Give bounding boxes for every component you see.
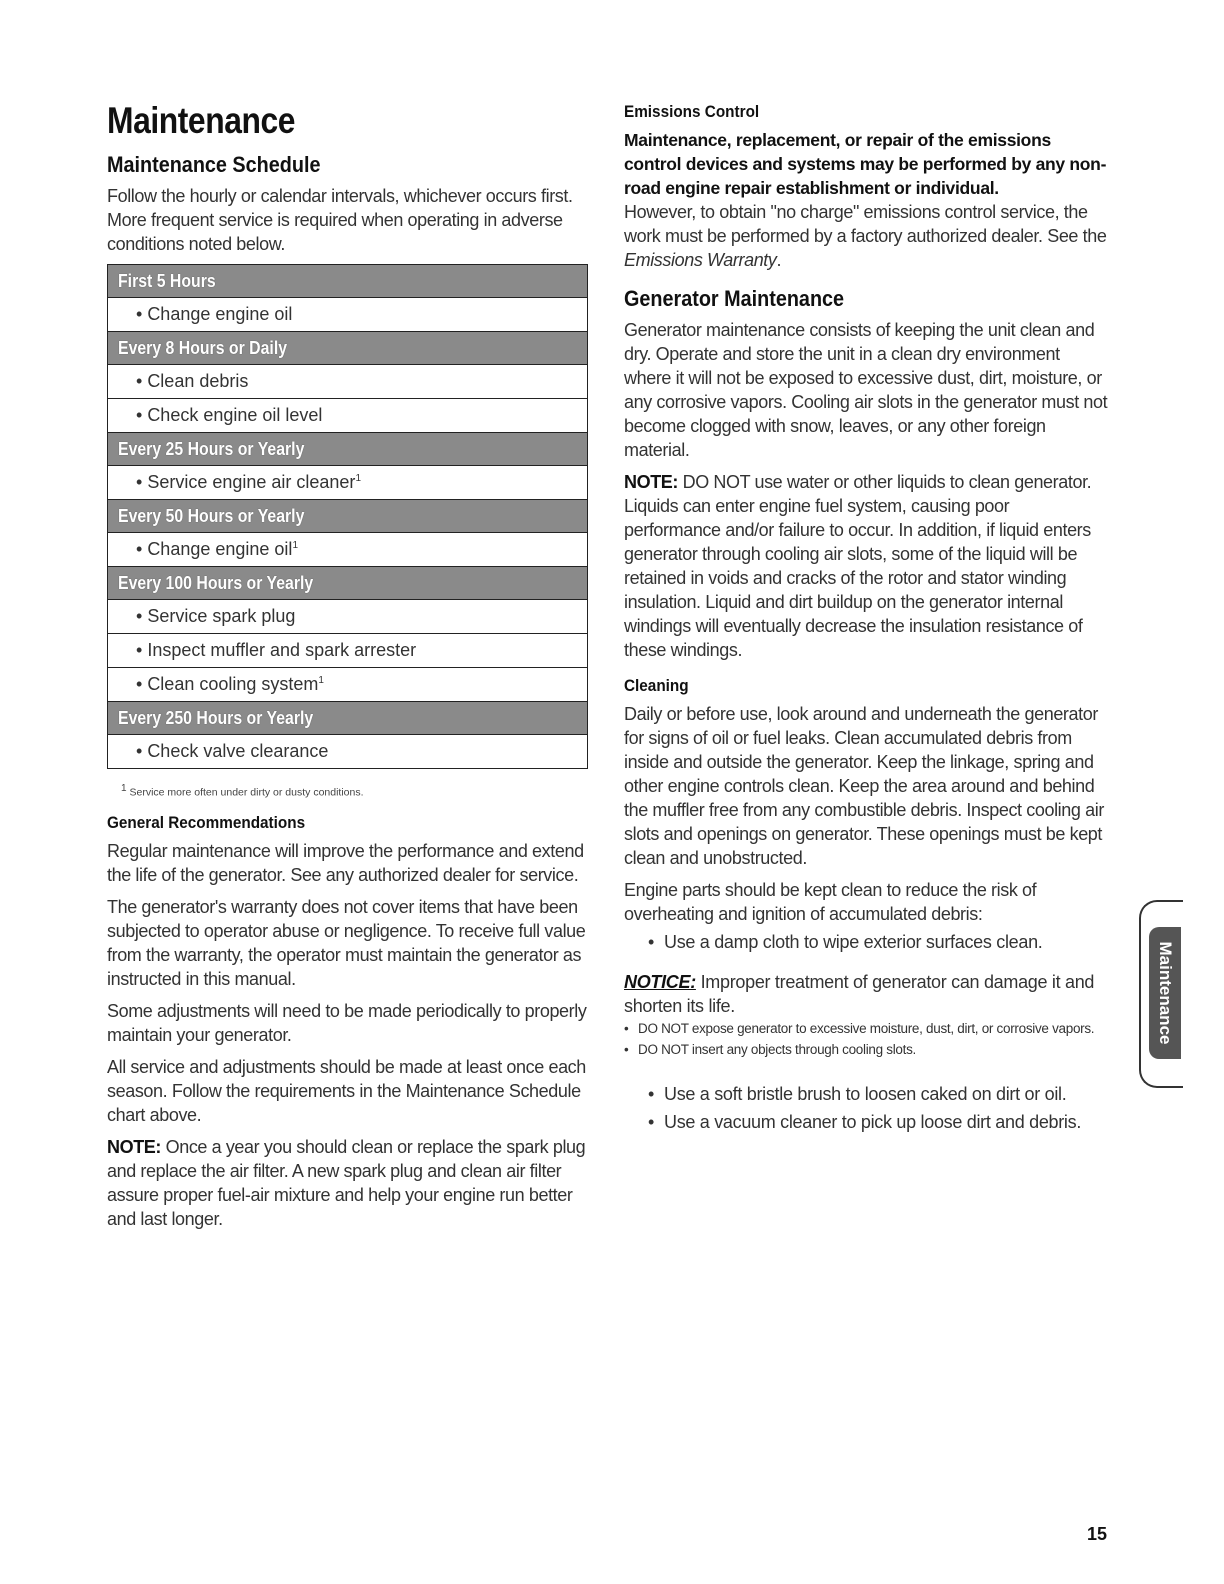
list-item: • Use a soft bristle brush to loosen caked on dirt or oil. — [644, 1080, 1109, 1108]
task-label: Check valve clearance — [147, 741, 329, 761]
footnote-ref: 1 — [355, 473, 361, 484]
schedule-interval-row — [108, 567, 588, 600]
notice-block — [624, 970, 1109, 1018]
interval-label: Every 50 Hours or Yearly — [118, 505, 305, 526]
emissions-end: . — [776, 250, 782, 270]
generator-note — [624, 470, 1109, 662]
task-label: Clean debris — [147, 371, 249, 391]
schedule-interval-row — [108, 265, 588, 298]
interval-label: Every 25 Hours or Yearly — [118, 438, 305, 459]
schedule-task-row: • Check engine oil level — [108, 399, 588, 433]
notice-text: Improper treatment of generator can damage it and shorten its life. — [624, 972, 1095, 1016]
footnote-mark: 1 — [121, 783, 127, 794]
emissions-heading: Emissions Control — [624, 102, 760, 121]
notice-label: NOTICE: — [624, 972, 696, 992]
schedule-interval-row — [108, 433, 588, 466]
schedule-interval-row — [108, 500, 588, 533]
schedule-interval-row — [108, 702, 588, 735]
general-paragraph-3: Some adjustments will need to be made periodically to properly maintain your generator. — [107, 1000, 587, 1045]
general-paragraph-4: All service and adjustments should be made at least once each season. Follow the requirements in the Maintenance Schedule chart above. — [107, 1056, 586, 1125]
task-label: Inspect muffler and spark arrester — [147, 640, 417, 660]
note-text: Once a year you should clean or replace the spark plug and replace the air filter. A new spark plug and clean air filter assure proper fuel-air mixture and help your engine run better and last longer. — [107, 1136, 586, 1229]
emissions-warranty-ref: Emissions Warranty — [624, 250, 777, 270]
schedule-task-row: • Change engine oil$^1$ — [108, 533, 588, 567]
schedule-task-row: • Check valve clearance — [108, 735, 588, 769]
interval-label: Every 100 Hours or Yearly — [118, 572, 314, 593]
schedule-task-row: • Inspect muffler and spark arrester — [108, 634, 588, 668]
list-item: • Use a damp cloth to wipe exterior surfaces clean. — [644, 928, 1109, 956]
schedule-task-row: • Service engine air cleaner$^1$ — [108, 466, 588, 500]
right-column — [624, 102, 1109, 1144]
cleaning-paragraph-2: Engine parts should be kept clean to reduce the risk of overheating and ignition of accumulated debris: — [624, 880, 1037, 924]
footnote-ref: 1 — [318, 675, 324, 686]
interval-label: Every 250 Hours or Yearly — [118, 707, 314, 728]
generator-paragraph: Generator maintenance consists of keeping the unit clean and dry. Operate and store the unit in a clean dry environment where it will not be exposed to excessive dust, dirt, moisture, or any corrosive vapors. Cooling air slots in the generator must not become clogged with snow, leaves, or any other foreign material. — [624, 320, 1108, 460]
cleaning-bullets — [644, 928, 1109, 956]
note-text: DO NOT use water or other liquids to clean generator. Liquids can enter engine fuel system, causing poor performance and/or failure to occur. In addition, if liquid enters generator through cooling air slots, some of the liquid will be retained in voids and cracks of the rotor and stator winding insulation. Liquid and dirt buildup on the generator internal windings will eventually decrease the insulation resistance of these windings. — [624, 472, 1092, 660]
note-label: NOTE: — [624, 472, 678, 492]
task-label: Service spark plug — [147, 606, 296, 626]
note-label: NOTE: — [107, 1136, 161, 1157]
table-footnote — [121, 783, 589, 799]
cleaning-bullets-end — [644, 1080, 1109, 1136]
schedule-task-row: • Service spark plug — [108, 600, 588, 634]
list-item: • DO NOT expose generator to excessive moisture, dust, dirt, or corrosive vapors. — [624, 1020, 1109, 1037]
interval-label: Every 8 Hours or Daily — [118, 337, 288, 358]
schedule-interval-row — [108, 332, 588, 365]
emissions-bold-statement: Maintenance, replacement, or repair of the emissions control devices and systems may be performed by any non-road engine repair establishment or individual. — [624, 130, 1107, 198]
section-tab-label: Maintenance — [1156, 941, 1175, 1045]
footnote-ref: 1 — [292, 540, 298, 551]
task-label: Change engine oil — [147, 539, 293, 559]
page-title: Maintenance — [107, 100, 296, 141]
interval-label: First 5 Hours — [118, 270, 216, 291]
general-paragraph-1: Regular maintenance will improve the performance and extend the life of the generator. See any authorized dealer for service. — [107, 840, 584, 885]
list-item: • Use a vacuum cleaner to pick up loose dirt and debris. — [644, 1108, 1109, 1136]
cleaning-paragraph-1: Daily or before use, look around and underneath the generator for signs of oil or fuel leaks. Clean accumulated debris from inside and outside the generator. Keep the linkage, spring and other engine controls clean. Keep the area around and behind the muffler free from any combustible debris. Inspect cooling air slots and openings on generator. These openings must be kept clean and unobstructed. — [624, 704, 1104, 868]
cleaning-heading: Cleaning — [624, 676, 689, 695]
schedule-intro: Follow the hourly or calendar intervals, whichever occurs first. More frequent service is required when operating in adverse conditions noted below. — [107, 186, 573, 254]
emissions-text — [624, 200, 1109, 272]
task-label: Check engine oil level — [147, 405, 323, 425]
schedule-task-row: • Clean debris — [108, 365, 588, 399]
general-paragraph-2: The generator's warranty does not cover items that have been subjected to operator abuse or negligence. To receive full value from the warranty, the operator must maintain the generator as instructed in this manual. — [107, 896, 586, 989]
schedule-task-row: • Clean cooling system$^1$ — [108, 668, 588, 702]
footnote-text: Service more often under dirty or dusty conditions. — [129, 786, 364, 799]
general-recommendations-heading: General Recommendations — [107, 812, 306, 832]
list-item: • DO NOT insert any objects through cooling slots. — [624, 1041, 1109, 1058]
schedule-heading: Maintenance Schedule — [107, 152, 321, 177]
task-label: Change engine oil — [147, 304, 293, 324]
maintenance-schedule-table — [107, 264, 588, 769]
page-number: 15 — [1087, 1524, 1108, 1544]
task-label: Service engine air cleaner — [147, 472, 356, 492]
schedule-task-row: • Change engine oil — [108, 298, 588, 332]
generator-maintenance-heading: Generator Maintenance — [624, 286, 845, 311]
task-label: Clean cooling system — [147, 674, 319, 694]
general-note — [107, 1135, 589, 1231]
emissions-body: However, to obtain "no charge" emissions control service, the work must be performed by a factory authorized dealer. See the — [624, 202, 1107, 246]
notice-list — [624, 1020, 1109, 1058]
left-column — [107, 92, 589, 1239]
